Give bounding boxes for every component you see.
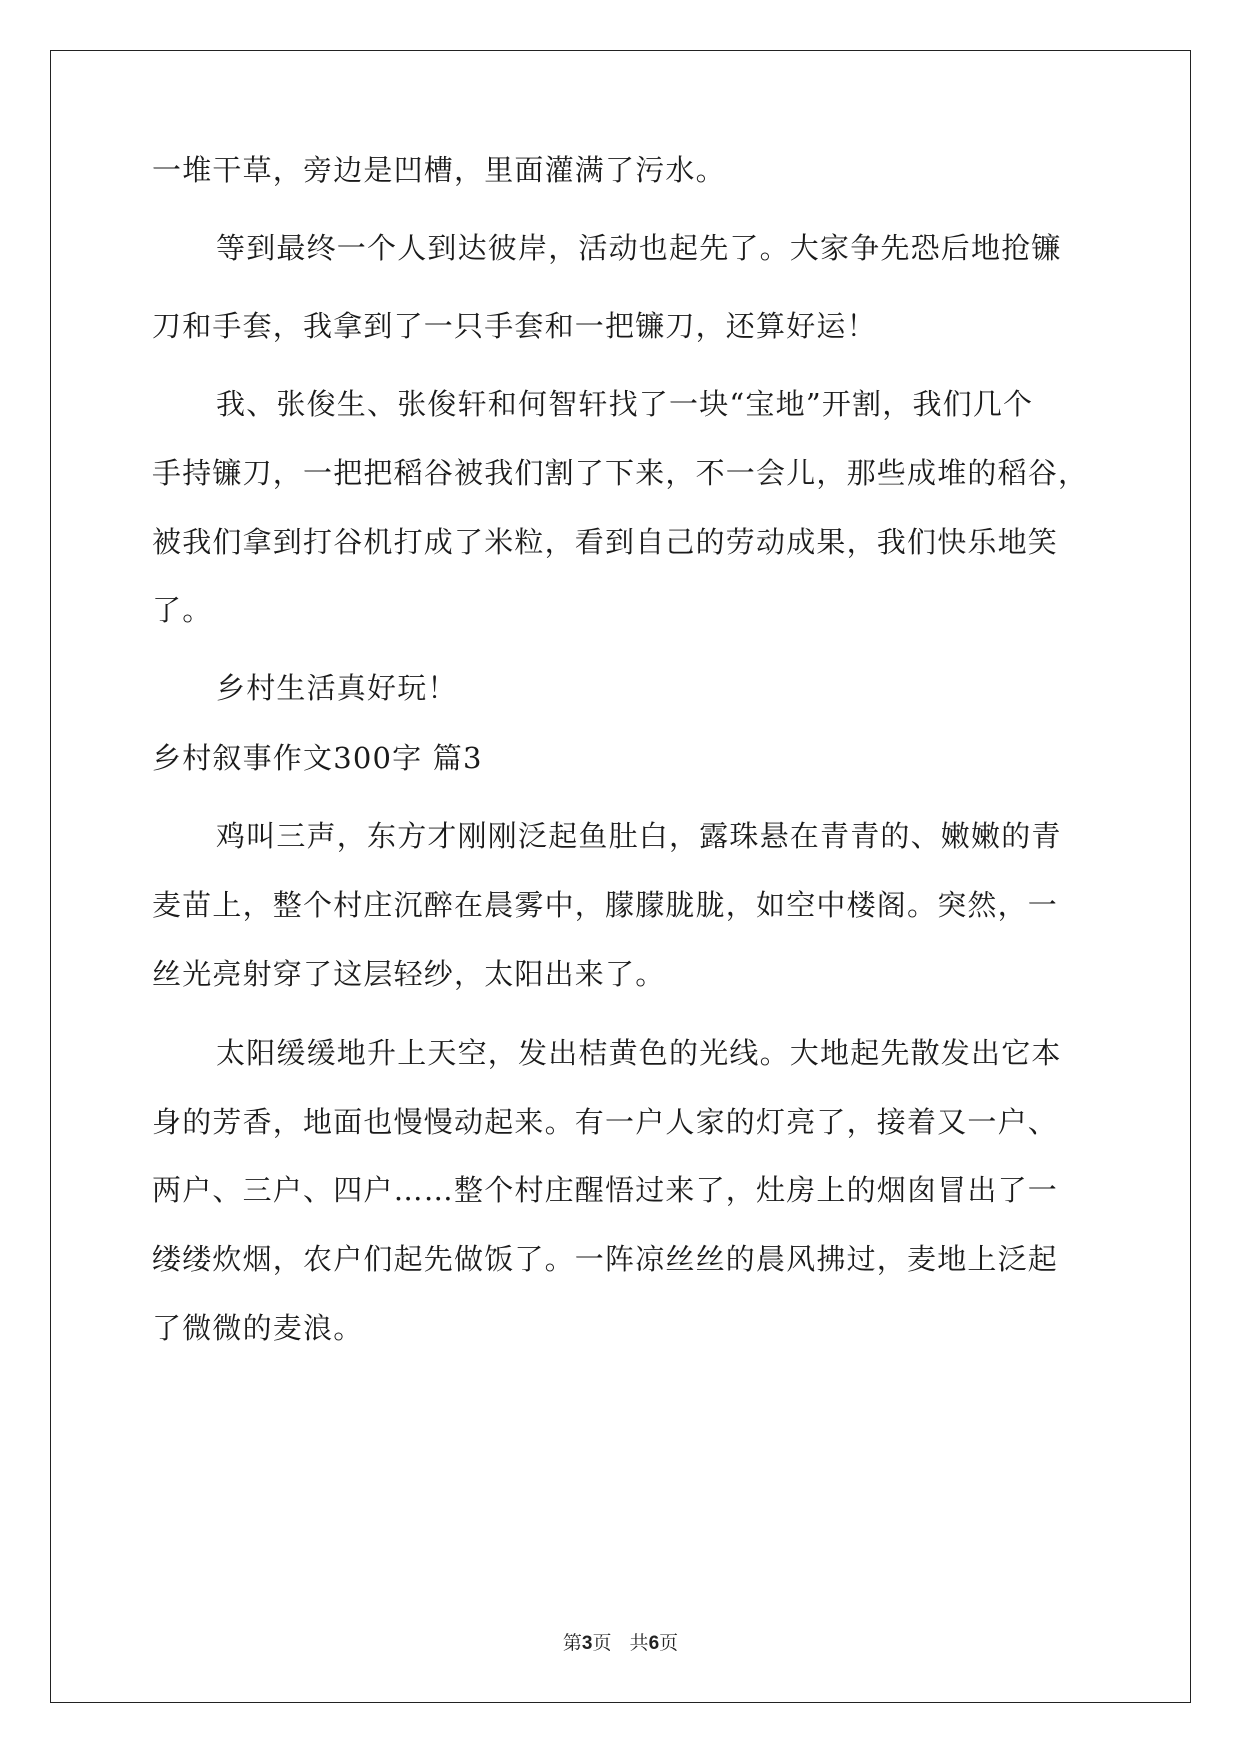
paragraph-start-line: 乡村生活真好玩！ xyxy=(216,671,458,705)
text-line: 了。 xyxy=(152,593,213,627)
text-line: 手持镰刀，一把把稻谷被我们割了下来，不一会儿，那些成堆的稻谷， xyxy=(152,456,1089,490)
paragraph-start-line: 鸡叫三声，东方才刚刚泛起鱼肚白，露珠悬在青青的、嫩嫩的青 xyxy=(216,819,1062,853)
text-line: 刀和手套，我拿到了一只手套和一把镰刀，还算好运！ xyxy=(152,309,877,343)
paragraph-start-line: 我、张俊生、张俊轩和何智轩找了一块“宝地”开割，我们几个 xyxy=(216,387,1034,421)
paragraph-start-line: 等到最终一个人到达彼岸，活动也起先了。大家争先恐后地抢镰 xyxy=(216,231,1062,265)
section-heading: 乡村叙事作文300字 篇3 xyxy=(152,741,483,775)
page-footer xyxy=(0,1628,1241,1655)
footer-middle: 页 共 xyxy=(592,1632,649,1654)
total-page-number: 6 xyxy=(648,1633,660,1654)
text-line: 缕缕炊烟，农户们起先做饭了。一阵凉丝丝的晨风拂过，麦地上泛起 xyxy=(152,1242,1059,1276)
paragraph-start-line: 太阳缓缓地升上天空，发出桔黄色的光线。大地起先散发出它本 xyxy=(216,1036,1062,1070)
text-line: 丝光亮射穿了这层轻纱，太阳出来了。 xyxy=(152,957,666,991)
text-line: 麦苗上，整个村庄沉醉在晨雾中，朦朦胧胧，如空中楼阁。突然，一 xyxy=(152,888,1059,922)
text-line: 两户、三户、四户……整个村庄醒悟过来了，灶房上的烟囱冒出了一 xyxy=(152,1173,1059,1207)
text-line: 身的芳香，地面也慢慢动起来。有一户人家的灯亮了，接着又一户、 xyxy=(152,1105,1059,1139)
footer-prefix: 第 xyxy=(562,1632,582,1654)
footer-suffix: 页 xyxy=(659,1632,679,1654)
text-line: 被我们拿到打谷机打成了米粒，看到自己的劳动成果，我们快乐地笑 xyxy=(152,525,1059,559)
text-line: 了微微的麦浪。 xyxy=(152,1311,364,1345)
page-border xyxy=(50,50,1191,1703)
current-page-number: 3 xyxy=(581,1633,593,1654)
text-line: 一堆干草，旁边是凹槽，里面灌满了污水。 xyxy=(152,153,726,187)
